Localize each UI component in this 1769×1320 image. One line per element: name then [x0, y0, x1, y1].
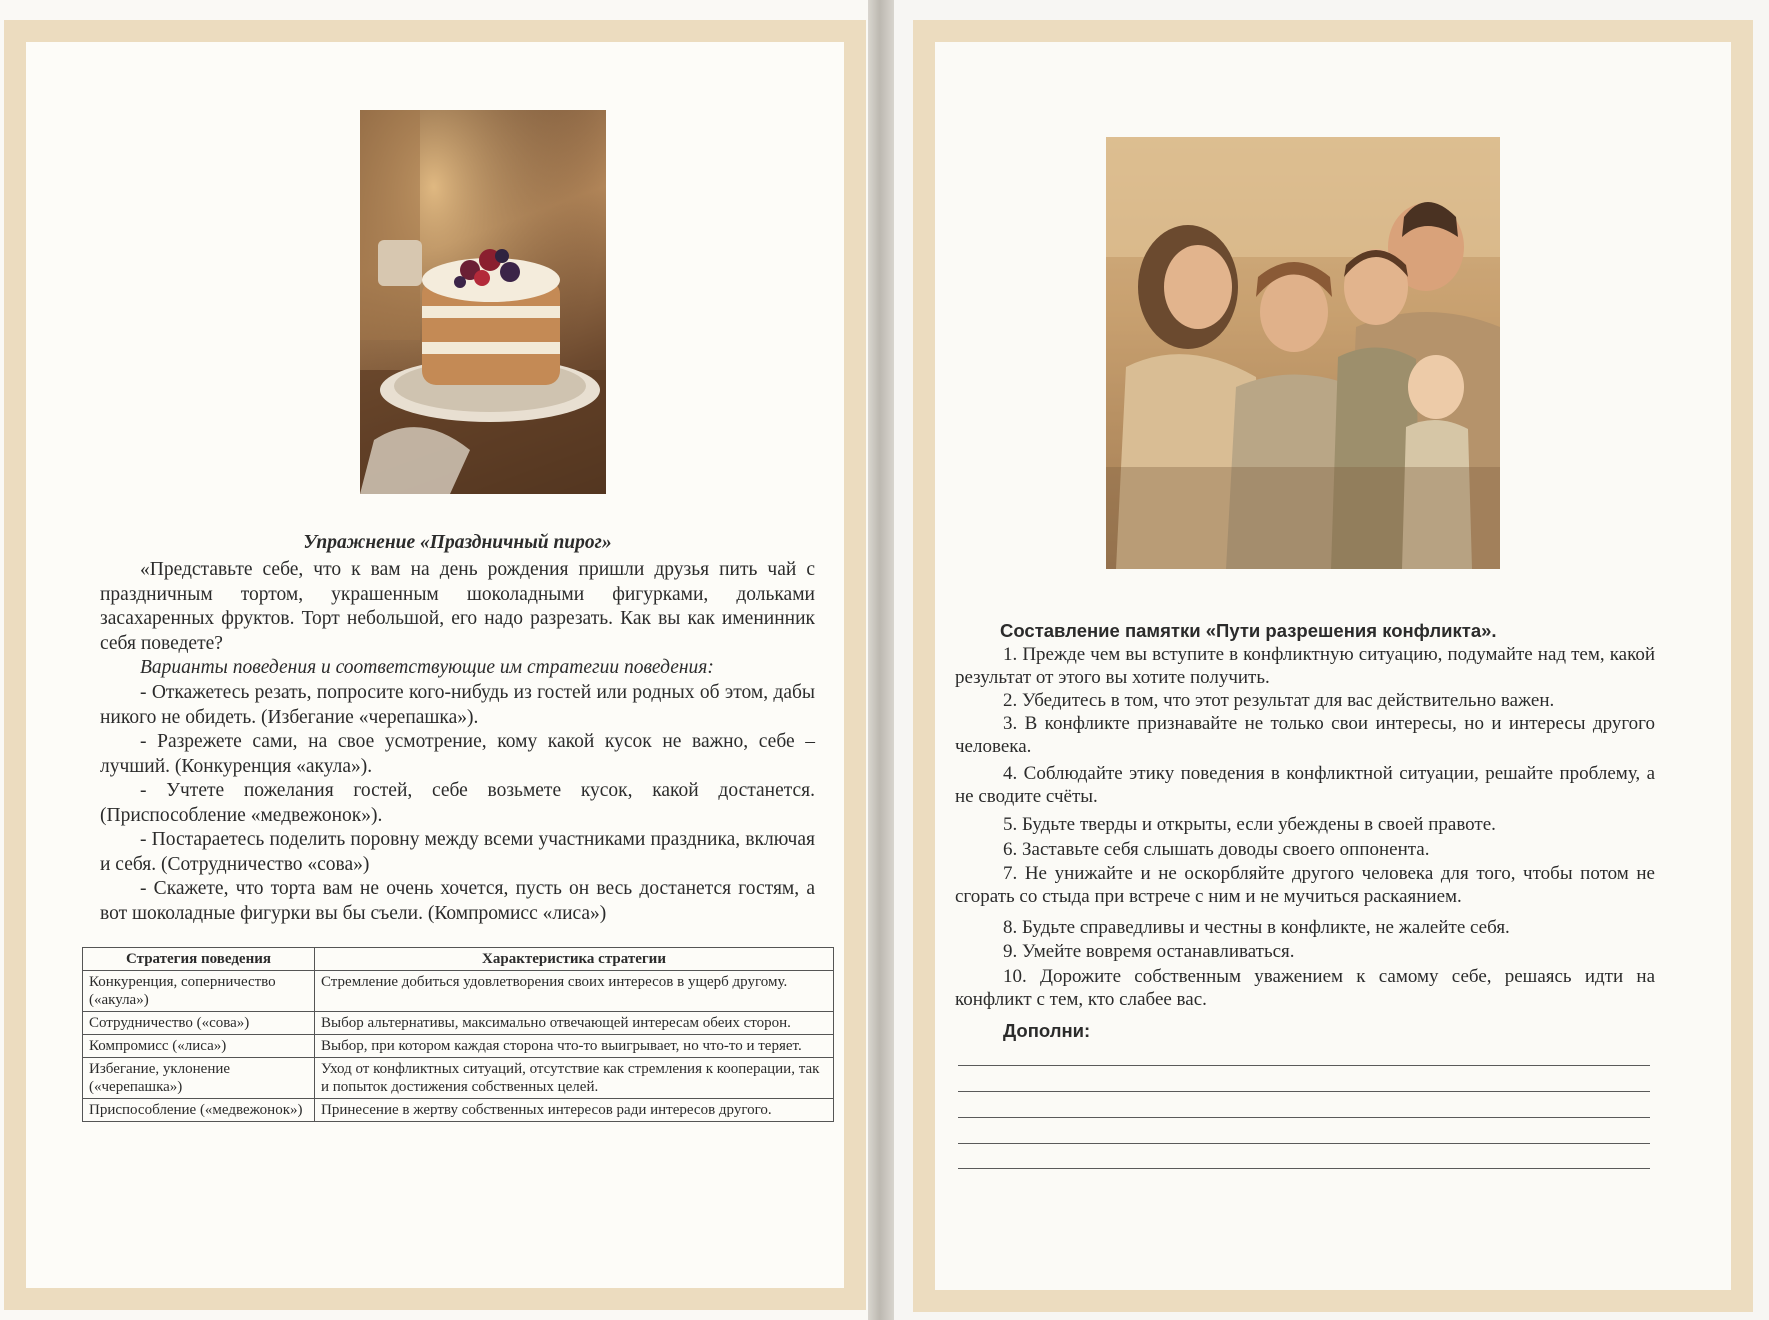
table-cell-characteristic: Стремление добиться удовлетворения своих интересов в ущерб другому.	[315, 971, 834, 1012]
option-avoidance: - Откажетесь резать, попросите кого-нибудь из гостей или родных об этом, дабы никого не обидеть. (Избегание «черепашка»).	[100, 682, 815, 728]
memo-rule-9: 9. Умейте вовремя останавливаться.	[1003, 941, 1295, 962]
table-row	[83, 971, 834, 1012]
memo-rule-4: 4. Соблюдайте этику поведения в конфликтной ситуации, решайте проблему, а не сводите счёты.	[955, 763, 1655, 807]
table-cell-characteristic: Выбор, при котором каждая сторона что-то выигрывает, но что-то и теряет.	[315, 1035, 834, 1058]
table-cell-strategy: Конкуренция, соперничество («акула»)	[83, 971, 315, 1012]
memo-rule-7: 7. Не унижайте и не оскорбляйте другого человека для того, чтобы потом не сгорать со стыда при встрече с ним и не мучиться раскаянием.	[955, 863, 1655, 907]
memo-rule-2: 2. Убедитесь в том, что этот результат для вас действительно важен.	[1003, 690, 1555, 711]
table-row	[83, 1058, 834, 1099]
answer-line	[958, 1168, 1650, 1169]
memo-rule-10: 10. Дорожите собственным уважением к самому себе, решаясь идти на конфликт с тем, кто слабее вас.	[955, 966, 1655, 1010]
option-cooperation: - Постараетесь поделить поровну между всеми участниками праздника, включая и себя. (Сотрудничество «сова»)	[100, 829, 815, 875]
table-header-characteristic: Характеристика стратегии	[315, 948, 834, 971]
memo-rule-3: 3. В конфликте признавайте не только свои интересы, но и интересы другого человека.	[955, 713, 1655, 757]
option-accommodation: - Учтете пожелания гостей, себе возьмете кусок, какой достанется. (Приспособление «медвежонок»).	[100, 780, 815, 826]
table-cell-strategy: Избегание, уклонение («черепашка»)	[83, 1058, 315, 1099]
book-gutter	[868, 0, 894, 1320]
memo-rule-1: 1. Прежде чем вы вступите в конфликтную ситуацию, подумайте над тем, какой результат от этого вы хотите получить.	[955, 644, 1655, 688]
table-cell-strategy: Приспособление («медвежонок»)	[83, 1099, 315, 1122]
variants-heading: Варианты поведения и соответствующие им стратегии поведения:	[140, 657, 714, 678]
memo-rule-8: 8. Будьте справедливы и честны в конфликте, не жалейте себя.	[1003, 917, 1510, 938]
exercise-title: Упражнение «Праздничный пирог»	[303, 532, 612, 553]
exercise-intro: «Представьте себе, что к вам на день рождения пришли друзья пить чай с праздничным тортом, украшенным шоколадными фигурками, дольками засахаренных фруктов. Торт небольшой, его надо разрезать. Как вы как именинник себя поведете?	[100, 559, 815, 654]
memo-rule-6: 6. Заставьте себя слышать доводы своего оппонента.	[1003, 839, 1430, 860]
option-compromise: - Скажете, что торта вам не очень хочется, пусть он весь достанется гостям, а вот шоколадные фигурки вы бы съели. (Компромисс «лиса»)	[100, 878, 815, 924]
table-row	[83, 1099, 834, 1122]
table-cell-characteristic: Выбор альтернативы, максимально отвечающей интересам обеих сторон.	[315, 1012, 834, 1035]
table-cell-characteristic: Принесение в жертву собственных интересов ради интересов другого.	[315, 1099, 834, 1122]
table-cell-strategy: Компромисс («лиса»)	[83, 1035, 315, 1058]
table-header-row	[83, 948, 834, 971]
strategy-table	[82, 947, 834, 1122]
memo-title: Составление памятки «Пути разрешения конфликта».	[1000, 620, 1497, 641]
table-row	[83, 1012, 834, 1035]
option-competition: - Разрежете сами, на свое усмотрение, кому какой кусок не важно, себе – лучший. (Конкуренция «акула»).	[100, 731, 815, 777]
answer-line	[958, 1143, 1650, 1144]
table-row	[83, 1035, 834, 1058]
table-cell-strategy: Сотрудничество («сова»)	[83, 1012, 315, 1035]
answer-line	[958, 1065, 1650, 1066]
birthday-cake-photo	[360, 110, 606, 494]
answer-line	[958, 1091, 1650, 1092]
table-header-strategy: Стратегия поведения	[83, 948, 315, 971]
family-photo	[1106, 137, 1500, 569]
supplement-label: Дополни:	[1003, 1020, 1091, 1041]
memo-rule-5: 5. Будьте тверды и открыты, если убеждены в своей правоте.	[1003, 814, 1496, 835]
table-cell-characteristic: Уход от конфликтных ситуаций, отсутствие как стремления к кооперации, так и попыток достижения собственных целей.	[315, 1058, 834, 1099]
answer-line	[958, 1117, 1650, 1118]
